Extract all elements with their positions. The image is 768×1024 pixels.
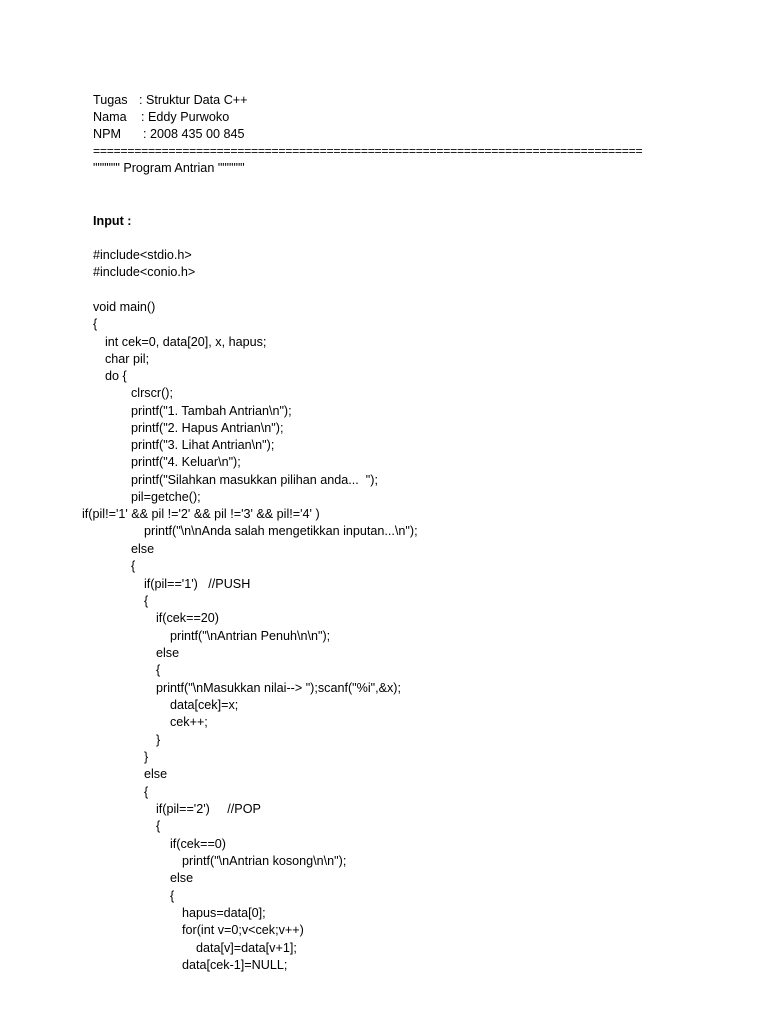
input-heading: Input : — [93, 214, 132, 228]
code-line: } — [144, 750, 149, 764]
code-line: if(cek==20) — [156, 611, 219, 625]
nama-line — [93, 109, 229, 126]
code-line: printf("2. Hapus Antrian\n"); — [131, 421, 284, 435]
nama-value: : Eddy Purwoko — [141, 110, 230, 124]
code-line: { — [131, 559, 136, 573]
code-line: #include<conio.h> — [93, 265, 196, 279]
code-line: { — [156, 819, 161, 833]
code-line: if(cek==0) — [170, 837, 226, 851]
code-line: for(int v=0;v<cek;v++) — [182, 923, 304, 937]
code-line: if(pil=='2') //POP — [156, 802, 261, 816]
code-line: printf("3. Lihat Antrian\n"); — [131, 438, 275, 452]
code-line: printf("1. Tambah Antrian\n"); — [131, 404, 292, 418]
code-line: void main() — [93, 300, 156, 314]
code-line: #include<stdio.h> — [93, 248, 192, 262]
code-line: } — [156, 733, 161, 747]
nama-label: Nama — [93, 110, 127, 124]
program-title: """""" Program Antrian """""" — [93, 161, 245, 175]
tugas-line — [93, 92, 248, 109]
code-line: { — [170, 889, 175, 903]
code-line: { — [93, 317, 98, 331]
code-line: printf("\n\nAnda salah mengetikkan inputan...\n"); — [144, 524, 418, 538]
code-line: clrscr(); — [131, 386, 173, 400]
code-line: else — [170, 871, 194, 885]
code-line: data[cek]=x; — [170, 698, 239, 712]
code-line: data[cek-1]=NULL; — [182, 958, 288, 972]
code-line: printf("\nAntrian kosong\n\n"); — [182, 854, 347, 868]
code-line: hapus=data[0]; — [182, 906, 266, 920]
code-line: if(pil=='1') //PUSH — [144, 577, 251, 591]
separator-line: ================================================================================ — [93, 144, 643, 158]
code-line: printf("Silahkan masukkan pilihan anda... "); — [131, 473, 378, 487]
code-line: else — [144, 767, 168, 781]
code-line: pil=getche(); — [131, 490, 201, 504]
code-line: printf("\nMasukkan nilai--> ");scanf("%i",&x); — [156, 681, 401, 695]
code-line: int cek=0, data[20], x, hapus; — [105, 335, 267, 349]
code-line: printf("4. Keluar\n"); — [131, 455, 241, 469]
npm-value: : 2008 435 00 845 — [143, 127, 245, 141]
npm-line — [93, 126, 245, 143]
code-line: cek++; — [170, 715, 208, 729]
code-line: do { — [105, 369, 127, 383]
tugas-value: : Struktur Data C++ — [139, 93, 248, 107]
code-line: printf("\nAntrian Penuh\n\n"); — [170, 629, 331, 643]
code-line: char pil; — [105, 352, 150, 366]
code-line: data[v]=data[v+1]; — [196, 941, 297, 955]
code-line: { — [144, 785, 149, 799]
code-line: { — [144, 594, 149, 608]
tugas-label: Tugas — [93, 93, 128, 107]
code-line: else — [156, 646, 180, 660]
npm-label: NPM — [93, 127, 121, 141]
code-line: { — [156, 663, 161, 677]
code-line: if(pil!='1' && pil !='2' && pil !='3' && pil!='4' ) — [82, 507, 320, 521]
code-line: else — [131, 542, 155, 556]
